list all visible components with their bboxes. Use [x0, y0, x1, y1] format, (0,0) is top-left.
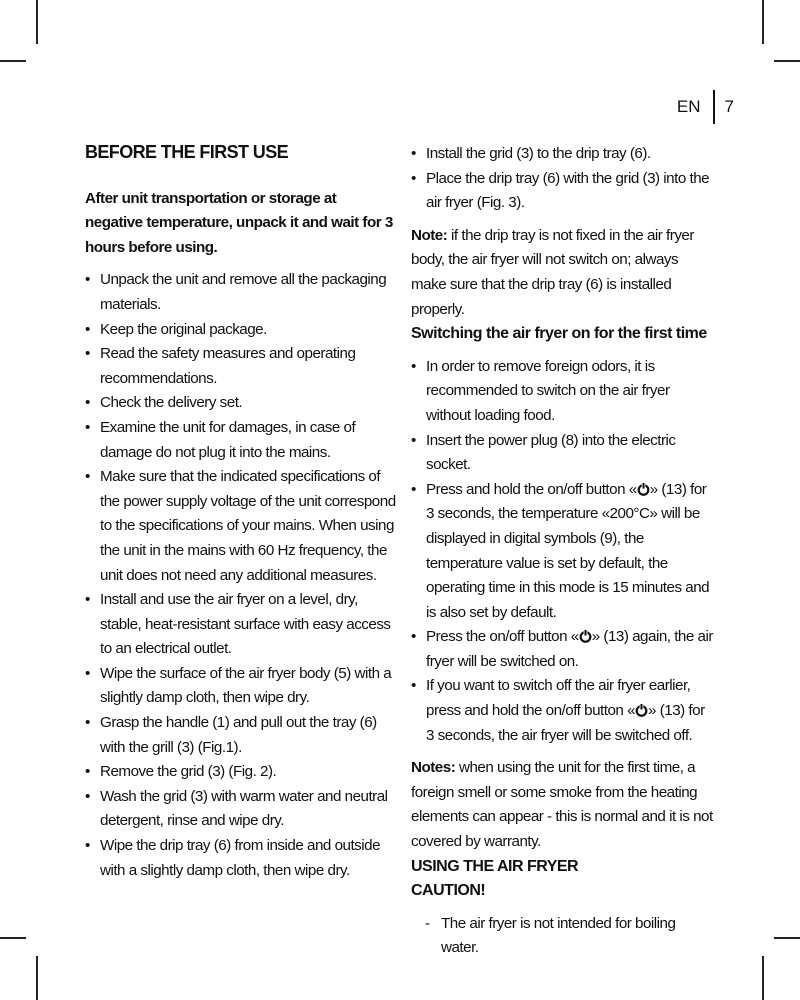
- caution-heading: CAUTION!: [411, 882, 486, 900]
- list-item: • Remove the grid (3) (Fig. 2).: [85, 760, 397, 785]
- bullet: •: [411, 480, 416, 498]
- list-item: • Examine the unit for damages, in case of damage do not plug it into the mains.: [85, 416, 397, 465]
- dash: -: [425, 914, 430, 932]
- bullet: •: [85, 271, 90, 289]
- list-item: • Read the safety measures and operating recommendations.: [85, 342, 397, 391]
- notes-text: when using the unit for the first time, a foreign smell or some smoke from the heating elements can appear - this is normal and it is not covered by warranty.: [411, 759, 713, 851]
- bullet: •: [85, 787, 90, 805]
- switching-list: [411, 355, 716, 749]
- list-item: • Place the drip tray (6) with the grid (3) into the air fryer (Fig. 3).: [411, 167, 716, 216]
- page-header: [677, 90, 734, 124]
- list-item: • Make sure that the indicated specifications of the power supply voltage of the unit correspond to the specifications of your mains. When using the unit in the mains with 60 Hz frequency, the unit does not need any additional measures.: [85, 465, 397, 588]
- bullet: •: [85, 591, 90, 609]
- bullet: •: [411, 431, 416, 449]
- bullet: •: [411, 357, 416, 375]
- left-column: [85, 140, 397, 883]
- list-item: • Grasp the handle (1) and pull out the tray (6) with the grill (3) (Fig.1).: [85, 711, 397, 760]
- bullet: •: [411, 628, 416, 646]
- note-text: if the drip tray is not fixed in the air fryer body, the air fryer will not switch on; always make sure that the drip tray (6) is installed properly.: [411, 226, 694, 318]
- power-icon: [579, 629, 592, 643]
- crop-mark: [36, 0, 38, 44]
- crop-mark: [0, 937, 26, 939]
- preparation-list: [85, 268, 397, 883]
- intro-warning: After unit transportation or storage at negative temperature, unpack it and wait for 3 hours before using.: [85, 189, 393, 256]
- crop-mark: [774, 60, 800, 62]
- crop-mark: [36, 956, 38, 1000]
- list-item: • Install the grid (3) to the drip tray (6).: [411, 142, 716, 167]
- list-item: - The air fryer is not intended for boiling water.: [411, 912, 716, 961]
- list-item: • Keep the original package.: [85, 318, 397, 343]
- right-column: [411, 142, 716, 961]
- list-item: • Press the on/off button « » (13) again, the air fryer will be switched on.: [411, 625, 716, 674]
- bullet: •: [85, 714, 90, 732]
- installation-list: [411, 142, 716, 216]
- bullet: •: [85, 345, 90, 363]
- crop-mark: [762, 956, 764, 1000]
- using-heading: USING THE AIR FRYER: [411, 857, 579, 875]
- notes-paragraph: [411, 756, 716, 854]
- list-item: • Unpack the unit and remove all the packaging materials.: [85, 268, 397, 317]
- list-item: • In order to remove foreign odors, it is recommended to switch on the air fryer without loading food.: [411, 355, 716, 429]
- list-item: • Wipe the surface of the air fryer body (5) with a slightly damp cloth, then wipe dry.: [85, 662, 397, 711]
- list-item: • If you want to switch off the air fryer earlier, press and hold the on/off button « » (13) for 3 seconds, the air fryer will be switched off.: [411, 674, 716, 748]
- bullet: •: [85, 394, 90, 412]
- note-paragraph: [411, 224, 716, 322]
- header-divider: [713, 90, 715, 124]
- section-title-before-first-use: BEFORE THE FIRST USE: [85, 142, 289, 162]
- power-icon: [637, 482, 650, 496]
- list-item: • Check the delivery set.: [85, 391, 397, 416]
- crop-mark: [762, 0, 764, 44]
- bullet: •: [85, 320, 90, 338]
- list-item: • Wipe the drip tray (6) from inside and outside with a slightly damp cloth, then wipe dry.: [85, 834, 397, 883]
- list-item: • Wash the grid (3) with warm water and neutral detergent, rinse and wipe dry.: [85, 785, 397, 834]
- bullet: •: [411, 169, 416, 187]
- bullet: •: [85, 837, 90, 855]
- bullet: •: [411, 677, 416, 695]
- bullet: •: [85, 418, 90, 436]
- switching-heading: Switching the air fryer on for the first time: [411, 325, 707, 343]
- bullet: •: [411, 145, 416, 162]
- list-item: • Insert the power plug (8) into the electric socket.: [411, 429, 716, 478]
- power-icon: [635, 703, 648, 717]
- caution-list: [411, 912, 716, 961]
- bullet: •: [85, 468, 90, 486]
- crop-mark: [0, 60, 26, 62]
- notes-label: Notes:: [411, 759, 456, 777]
- crop-mark: [774, 937, 800, 939]
- list-item: • Press and hold the on/off button « » (13) for 3 seconds, the temperature «200°C» will be displayed in digital symbols (9), the temperature value is set by default, the operating time in this mode is 15 minutes and is also set by default.: [411, 478, 716, 626]
- list-item: • Install and use the air fryer on a level, dry, stable, heat-resistant surface with easy access to an electrical outlet.: [85, 588, 397, 662]
- page-number: 7: [724, 97, 734, 116]
- language-code: EN: [676, 97, 701, 116]
- note-label: Note:: [411, 226, 448, 244]
- bullet: •: [85, 763, 90, 781]
- bullet: •: [85, 664, 90, 682]
